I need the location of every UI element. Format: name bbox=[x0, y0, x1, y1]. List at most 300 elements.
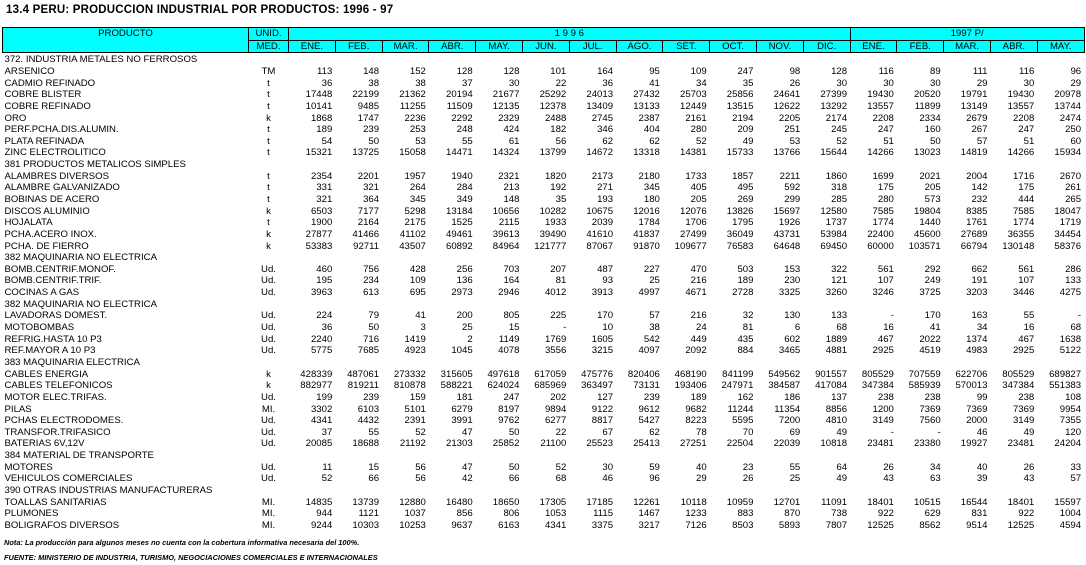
value-cell: 87067 bbox=[586, 240, 614, 252]
value-cell: 805529 bbox=[861, 368, 894, 380]
header-month-1996: MAY. bbox=[476, 40, 523, 53]
value-cell: 805 bbox=[503, 310, 520, 322]
value-cell: 1747 bbox=[357, 112, 380, 124]
value-cell: 61 bbox=[508, 135, 520, 147]
value-cell: 3215 bbox=[591, 345, 614, 357]
header-month-1996: JUN. bbox=[522, 40, 569, 53]
value-cell: 3203 bbox=[966, 287, 988, 299]
value-cell: 43507 bbox=[399, 240, 426, 252]
value-cell: 14266 bbox=[1007, 147, 1035, 159]
value-cell: 13409 bbox=[586, 100, 614, 112]
product-name: CADMIO REFINADO bbox=[4, 77, 96, 89]
value-cell: 1233 bbox=[685, 508, 707, 520]
value-cell: 286 bbox=[1065, 263, 1082, 275]
value-cell: 182 bbox=[550, 124, 567, 136]
value-cell: 26 bbox=[883, 461, 894, 473]
page-title: 13.4 PERU: PRODUCCION INDUSTRIAL POR PRODUCTOS: 1996 - 97 bbox=[6, 4, 394, 16]
value-cell: 52 bbox=[696, 135, 707, 147]
header-month-1996: SET. bbox=[663, 40, 710, 53]
value-cell: 503 bbox=[737, 263, 754, 275]
value-cell: 49 bbox=[836, 473, 848, 485]
value-cell: 2321 bbox=[498, 170, 520, 182]
value-cell: 487 bbox=[597, 263, 614, 275]
value-cell: 19804 bbox=[914, 205, 941, 217]
value-cell: 159 bbox=[409, 391, 426, 403]
value-cell: 30 bbox=[836, 77, 848, 89]
value-cell: 265 bbox=[1065, 194, 1082, 205]
value-cell: 3302 bbox=[310, 403, 333, 415]
value-cell: 22039 bbox=[773, 438, 801, 450]
unit-cell: t bbox=[267, 100, 270, 112]
value-cell: 25 bbox=[649, 275, 660, 287]
value-cell: 107 bbox=[1018, 275, 1035, 287]
value-cell: 46 bbox=[976, 426, 988, 438]
value-cell: 3963 bbox=[310, 287, 333, 299]
value-cell: 249 bbox=[924, 275, 941, 287]
section-row bbox=[3, 357, 1085, 369]
value-cell: 205 bbox=[690, 194, 707, 205]
value-cell: 315605 bbox=[440, 368, 473, 380]
value-cell: 884 bbox=[737, 345, 754, 357]
product-name: CABLES TELEFONICOS bbox=[4, 380, 113, 392]
value-cell: 55 bbox=[368, 426, 380, 438]
value-cell: 24 bbox=[696, 322, 707, 334]
table-row bbox=[3, 275, 1085, 287]
value-cell: 318 bbox=[831, 182, 848, 194]
value-cell: 247 bbox=[737, 65, 754, 77]
product-name: PILAS bbox=[4, 403, 32, 415]
value-cell: 11899 bbox=[914, 100, 941, 112]
value-cell: 38 bbox=[368, 77, 380, 89]
value-cell: 2208 bbox=[1012, 112, 1035, 124]
product-name: PLUMONES bbox=[4, 508, 59, 520]
value-cell: 5427 bbox=[638, 415, 660, 427]
value-cell: 9122 bbox=[591, 403, 614, 415]
table-row bbox=[3, 322, 1085, 334]
value-cell: 18401 bbox=[1007, 496, 1035, 508]
value-cell: 2000 bbox=[966, 415, 988, 427]
value-cell: 180 bbox=[643, 194, 660, 205]
value-cell: 13557 bbox=[867, 100, 894, 112]
value-cell: 2164 bbox=[357, 217, 380, 229]
table-row bbox=[3, 89, 1085, 101]
value-cell: 883 bbox=[737, 508, 754, 520]
value-cell: 10118 bbox=[680, 496, 707, 508]
product-name: TRANSFOR.TRIFASICO bbox=[4, 426, 111, 438]
value-cell: 39490 bbox=[539, 228, 567, 240]
header-month-1997: MAY. bbox=[1037, 40, 1084, 53]
value-cell: 52 bbox=[555, 461, 567, 473]
value-cell: 70 bbox=[742, 426, 754, 438]
value-cell: 2292 bbox=[451, 112, 473, 124]
value-cell: 207 bbox=[550, 263, 567, 275]
value-cell: 35 bbox=[555, 194, 567, 205]
value-cell: 1419 bbox=[404, 333, 426, 345]
value-cell: 127 bbox=[597, 391, 614, 403]
value-cell: 39613 bbox=[492, 228, 520, 240]
value-cell: 3 bbox=[420, 322, 426, 334]
value-cell: 280 bbox=[877, 194, 894, 205]
value-cell: 66 bbox=[368, 473, 380, 485]
value-cell: 2925 bbox=[1012, 345, 1035, 357]
value-cell: 9244 bbox=[310, 519, 333, 531]
value-cell: 345 bbox=[643, 182, 660, 194]
unit-cell: Ud. bbox=[261, 287, 276, 299]
value-cell: 2 bbox=[467, 333, 473, 345]
value-cell: 12076 bbox=[679, 205, 707, 217]
value-cell: 405 bbox=[690, 182, 707, 194]
section-label: 384 MATERIAL DE TRANSPORTE bbox=[4, 450, 154, 462]
value-cell: 2022 bbox=[919, 333, 941, 345]
value-cell: 205 bbox=[924, 182, 941, 194]
value-cell: 26 bbox=[789, 77, 801, 89]
value-cell: 2039 bbox=[591, 217, 614, 229]
product-name: REF.MAYOR A 10 P3 bbox=[4, 345, 96, 357]
value-cell: 136 bbox=[456, 275, 473, 287]
table-row bbox=[3, 287, 1085, 299]
product-name: BOMB.CENTRIF.TRIF. bbox=[4, 275, 102, 287]
value-cell: 4983 bbox=[966, 345, 988, 357]
section-row bbox=[3, 485, 1085, 497]
value-cell: 487061 bbox=[347, 368, 380, 380]
value-cell: 21677 bbox=[492, 89, 520, 101]
value-cell: 13292 bbox=[820, 100, 848, 112]
table-row bbox=[3, 147, 1085, 159]
value-cell: 238 bbox=[877, 391, 894, 403]
value-cell: 14672 bbox=[586, 147, 614, 159]
value-cell: 475776 bbox=[581, 368, 614, 380]
value-cell: 213 bbox=[503, 182, 520, 194]
value-cell: 384587 bbox=[768, 380, 801, 392]
table-row bbox=[3, 112, 1085, 124]
value-cell: 170 bbox=[924, 310, 941, 322]
value-cell: 245 bbox=[831, 124, 848, 136]
value-cell: 19430 bbox=[867, 89, 894, 101]
unit-cell: TM bbox=[261, 65, 276, 77]
value-cell: 1737 bbox=[825, 217, 848, 229]
header-row-1 bbox=[3, 28, 1085, 41]
value-cell: 1716 bbox=[1012, 170, 1035, 182]
value-cell: 9682 bbox=[685, 403, 707, 415]
value-cell: 109 bbox=[409, 275, 426, 287]
value-cell: 467 bbox=[1018, 333, 1035, 345]
value-cell: 14381 bbox=[679, 147, 707, 159]
value-cell: 6163 bbox=[498, 519, 520, 531]
value-cell: 128 bbox=[456, 65, 473, 77]
value-cell: 67 bbox=[602, 426, 614, 438]
value-cell: 225 bbox=[550, 310, 567, 322]
value-cell: 41466 bbox=[352, 228, 380, 240]
value-cell: 18047 bbox=[1054, 205, 1082, 217]
value-cell: 66 bbox=[508, 473, 520, 485]
value-cell: 602 bbox=[784, 333, 801, 345]
value-cell: 43 bbox=[1023, 473, 1035, 485]
product-name: ALAMBRE GALVANIZADO bbox=[4, 182, 120, 194]
value-cell: 15597 bbox=[1054, 496, 1082, 508]
value-cell: 2180 bbox=[638, 170, 660, 182]
value-cell: 50 bbox=[368, 322, 380, 334]
value-cell: 3217 bbox=[638, 519, 660, 531]
unit-cell: t bbox=[267, 89, 270, 101]
value-cell: 1933 bbox=[544, 217, 567, 229]
value-cell: 251 bbox=[784, 124, 801, 136]
value-cell: 76583 bbox=[726, 240, 754, 252]
value-cell: 12449 bbox=[679, 100, 707, 112]
value-cell: 1699 bbox=[872, 170, 894, 182]
value-cell: 662 bbox=[971, 263, 988, 275]
value-cell: 57 bbox=[1070, 473, 1082, 485]
value-cell: 30 bbox=[883, 77, 894, 89]
table-body bbox=[3, 53, 1085, 532]
value-cell: 1860 bbox=[825, 170, 848, 182]
value-cell: 30 bbox=[930, 77, 941, 89]
value-cell: 25 bbox=[789, 473, 801, 485]
value-cell: 18650 bbox=[492, 496, 520, 508]
value-cell: 191 bbox=[971, 275, 988, 287]
value-cell: 58376 bbox=[1054, 240, 1082, 252]
header-month-1996: DIC. bbox=[803, 40, 850, 53]
value-cell: 13318 bbox=[633, 147, 660, 159]
product-name: COBRE REFINADO bbox=[4, 100, 91, 112]
value-cell: 53 bbox=[415, 135, 426, 147]
header-month-1996: FEB. bbox=[335, 40, 382, 53]
value-cell: 29 bbox=[1070, 77, 1082, 89]
value-cell: 29 bbox=[976, 77, 988, 89]
value-cell: 2240 bbox=[310, 333, 333, 345]
value-cell: 944 bbox=[316, 508, 333, 520]
value-cell: 841199 bbox=[722, 368, 754, 380]
product-name: PCHA.ACERO INOX. bbox=[4, 228, 97, 240]
value-cell: 624024 bbox=[487, 380, 520, 392]
value-cell: 13725 bbox=[352, 147, 380, 159]
value-cell: 153 bbox=[784, 263, 801, 275]
value-cell: 267 bbox=[971, 124, 988, 136]
value-cell: 2670 bbox=[1059, 170, 1082, 182]
value-cell: 17305 bbox=[539, 496, 567, 508]
value-cell: 10 bbox=[602, 322, 614, 334]
value-cell: 273332 bbox=[393, 368, 426, 380]
section-row bbox=[3, 298, 1085, 310]
value-cell: 34454 bbox=[1054, 228, 1082, 240]
value-cell: - bbox=[937, 426, 941, 438]
value-cell: 2387 bbox=[638, 112, 660, 124]
value-cell: 1440 bbox=[919, 217, 941, 229]
value-cell: 1605 bbox=[591, 333, 614, 345]
header-month-1997: MAR. bbox=[944, 40, 991, 53]
value-cell: 21303 bbox=[446, 438, 473, 450]
product-name: MOTOBOMBAS bbox=[4, 322, 75, 334]
value-cell: 7369 bbox=[966, 403, 988, 415]
value-cell: 24641 bbox=[773, 89, 801, 101]
value-cell: 2745 bbox=[591, 112, 614, 124]
value-cell: 239 bbox=[363, 391, 380, 403]
value-cell: 27689 bbox=[960, 228, 988, 240]
value-cell: 247971 bbox=[721, 380, 754, 392]
value-cell: 11354 bbox=[774, 403, 801, 415]
value-cell: 622706 bbox=[955, 368, 988, 380]
value-cell: 347384 bbox=[1002, 380, 1035, 392]
value-cell: 79 bbox=[368, 310, 380, 322]
unit-cell: Ud. bbox=[261, 310, 276, 322]
table-row bbox=[3, 124, 1085, 136]
value-cell: 12016 bbox=[633, 205, 660, 217]
value-cell: 89 bbox=[930, 65, 941, 77]
value-cell: 107 bbox=[877, 275, 894, 287]
value-cell: 247 bbox=[877, 124, 894, 136]
value-cell: 13023 bbox=[914, 147, 941, 159]
value-cell: 922 bbox=[1018, 508, 1035, 520]
value-cell: 232 bbox=[971, 194, 988, 205]
value-cell: 101 bbox=[550, 65, 567, 77]
value-cell: 60892 bbox=[446, 240, 473, 252]
table-row bbox=[3, 310, 1085, 322]
value-cell: 11509 bbox=[446, 100, 473, 112]
product-name: CABLES ENERGIA bbox=[4, 368, 89, 380]
value-cell: 27399 bbox=[820, 89, 848, 101]
value-cell: 56 bbox=[415, 473, 426, 485]
unit-cell: k bbox=[266, 368, 271, 380]
value-cell: 470 bbox=[690, 263, 707, 275]
value-cell: 2004 bbox=[966, 170, 988, 182]
value-cell: 25703 bbox=[679, 89, 707, 101]
value-cell: 195 bbox=[316, 275, 333, 287]
product-name: COBRE BLISTER bbox=[4, 89, 82, 101]
value-cell: 11244 bbox=[727, 403, 754, 415]
value-cell: 716 bbox=[363, 333, 380, 345]
value-cell: 820406 bbox=[627, 368, 660, 380]
product-name: ARSENICO bbox=[4, 65, 55, 77]
value-cell: 404 bbox=[643, 124, 660, 136]
unit-cell: t bbox=[267, 170, 270, 182]
value-cell: 1733 bbox=[685, 170, 707, 182]
value-cell: 20520 bbox=[914, 89, 941, 101]
value-cell: 3149 bbox=[872, 415, 894, 427]
value-cell: 364 bbox=[363, 194, 380, 205]
table-row bbox=[3, 427, 1085, 439]
value-cell: 41610 bbox=[586, 228, 614, 240]
value-cell: 2201 bbox=[357, 170, 380, 182]
value-cell: 20978 bbox=[1054, 89, 1082, 101]
value-cell: 882977 bbox=[300, 380, 333, 392]
value-cell: 23481 bbox=[1007, 438, 1035, 450]
value-cell: 96 bbox=[1070, 65, 1082, 77]
value-cell: 264 bbox=[409, 182, 426, 194]
value-cell: 2208 bbox=[872, 112, 894, 124]
value-cell: 8223 bbox=[685, 415, 707, 427]
value-cell: 36355 bbox=[1007, 228, 1035, 240]
section-row bbox=[3, 53, 1085, 66]
value-cell: - bbox=[890, 426, 894, 438]
value-cell: 216 bbox=[690, 275, 707, 287]
value-cell: 13149 bbox=[960, 100, 988, 112]
product-name: COCINAS A GAS bbox=[4, 287, 80, 299]
value-cell: 247 bbox=[503, 391, 520, 403]
value-cell: 3446 bbox=[1012, 287, 1035, 299]
unit-cell: Ud. bbox=[261, 333, 276, 345]
value-cell: 819211 bbox=[347, 380, 380, 392]
value-cell: 27877 bbox=[305, 228, 333, 240]
value-cell: 15058 bbox=[399, 147, 426, 159]
value-cell: 73131 bbox=[633, 380, 660, 392]
table-row bbox=[3, 438, 1085, 450]
value-cell: 2173 bbox=[591, 170, 614, 182]
value-cell: 806 bbox=[503, 508, 520, 520]
value-cell: 16 bbox=[883, 322, 894, 334]
value-cell: 253 bbox=[409, 124, 426, 136]
value-cell: 22199 bbox=[352, 89, 380, 101]
value-cell: 19791 bbox=[960, 89, 988, 101]
value-cell: 4078 bbox=[498, 345, 520, 357]
value-cell: 1926 bbox=[778, 217, 801, 229]
value-cell: 24013 bbox=[586, 89, 614, 101]
value-cell: 130 bbox=[784, 310, 801, 322]
value-cell: 284 bbox=[456, 182, 473, 194]
value-cell: 120 bbox=[1065, 426, 1082, 438]
value-cell: 9954 bbox=[1059, 403, 1082, 415]
value-cell: 192 bbox=[550, 182, 567, 194]
value-cell: 42 bbox=[462, 473, 473, 485]
value-cell: 2946 bbox=[498, 287, 520, 299]
value-cell: 50 bbox=[368, 135, 380, 147]
value-cell: 137 bbox=[831, 391, 848, 403]
value-cell: 60000 bbox=[867, 240, 894, 252]
value-cell: 703 bbox=[503, 263, 520, 275]
value-cell: 91870 bbox=[633, 240, 660, 252]
product-name: PERF.PCHA.DIS.ALUMIN. bbox=[4, 124, 119, 136]
value-cell: 4671 bbox=[685, 287, 707, 299]
value-cell: 551383 bbox=[1049, 380, 1082, 392]
value-cell: 22400 bbox=[867, 228, 894, 240]
value-cell: 805529 bbox=[1002, 368, 1035, 380]
product-name: ALAMBRES DIVERSOS bbox=[4, 170, 109, 182]
value-cell: 2329 bbox=[498, 112, 520, 124]
section-label: 383 MAQUINARIA ELECTRICA bbox=[4, 356, 140, 368]
value-cell: 109677 bbox=[674, 240, 707, 252]
value-cell: 10959 bbox=[726, 496, 754, 508]
value-cell: 45600 bbox=[914, 228, 941, 240]
value-cell: 7807 bbox=[825, 519, 848, 531]
value-cell: 4432 bbox=[357, 415, 380, 427]
value-cell: 4881 bbox=[825, 345, 848, 357]
value-cell: 8856 bbox=[825, 403, 848, 415]
value-cell: 3913 bbox=[591, 287, 614, 299]
value-cell: 1957 bbox=[404, 170, 426, 182]
value-cell: 2925 bbox=[872, 345, 894, 357]
value-cell: 417084 bbox=[815, 380, 848, 392]
value-cell: 592 bbox=[784, 182, 801, 194]
value-cell: 1638 bbox=[1059, 333, 1082, 345]
value-cell: 363497 bbox=[581, 380, 614, 392]
value-cell: 51 bbox=[883, 135, 894, 147]
value-cell: 142 bbox=[971, 182, 988, 194]
value-cell: 810878 bbox=[393, 380, 426, 392]
value-cell: 20085 bbox=[305, 438, 333, 450]
value-cell: 15934 bbox=[1054, 147, 1082, 159]
value-cell: 32 bbox=[742, 310, 754, 322]
value-cell: 15644 bbox=[820, 147, 848, 159]
value-cell: 16480 bbox=[446, 496, 473, 508]
value-cell: 449 bbox=[690, 333, 707, 345]
value-cell: 50 bbox=[508, 426, 520, 438]
value-cell: 51 bbox=[1023, 135, 1035, 147]
value-cell: 25856 bbox=[726, 89, 754, 101]
value-cell: 5298 bbox=[404, 205, 426, 217]
value-cell: 250 bbox=[1065, 124, 1082, 136]
table-row bbox=[3, 392, 1085, 404]
value-cell: 12378 bbox=[539, 100, 567, 112]
value-cell: 57 bbox=[976, 135, 988, 147]
value-cell: 15321 bbox=[305, 147, 333, 159]
